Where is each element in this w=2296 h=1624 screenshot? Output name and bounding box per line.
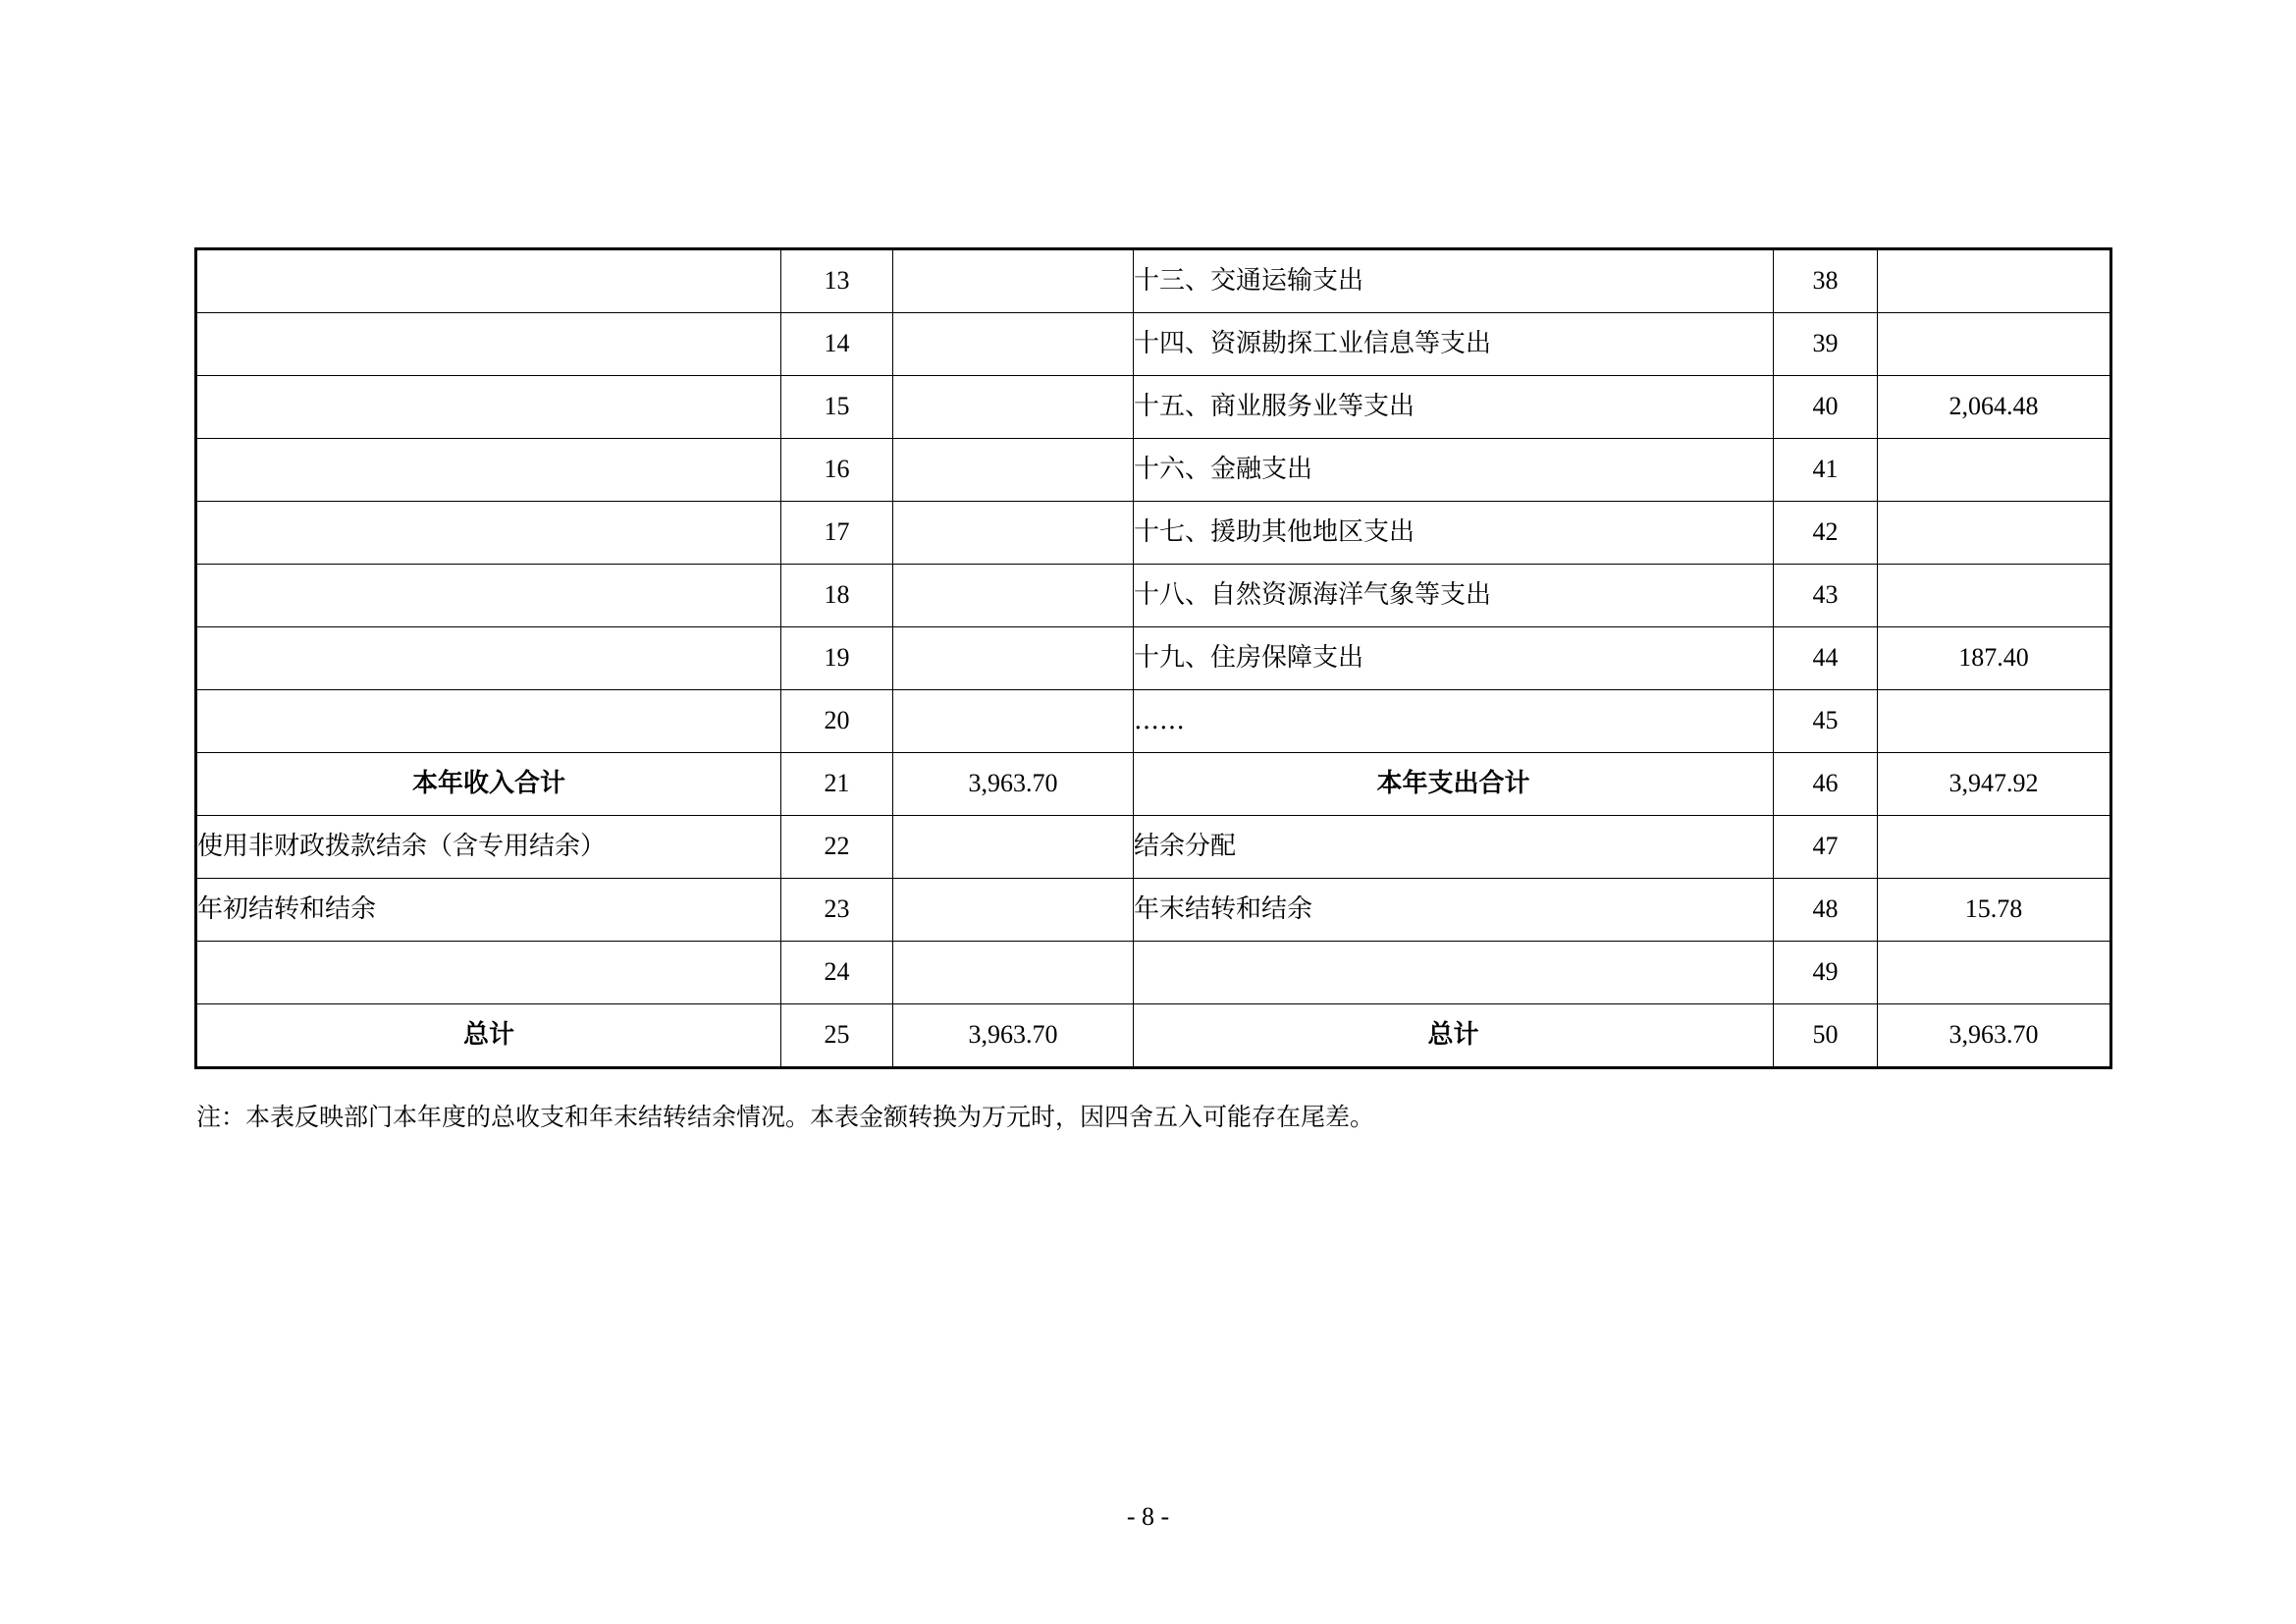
expense-line-number: 39 <box>1774 313 1878 376</box>
income-item <box>196 439 781 502</box>
expense-amount <box>1878 942 2111 1004</box>
table-row <box>196 942 2111 1004</box>
table-row <box>196 313 2111 376</box>
expense-item <box>1134 942 1774 1004</box>
income-amount: 3,963.70 <box>893 753 1134 816</box>
page-number: - 8 - <box>1126 1502 1170 1531</box>
income-expense-table <box>194 247 2112 1069</box>
table-row <box>196 816 2111 879</box>
expense-line-number: 42 <box>1774 502 1878 565</box>
table-row <box>196 879 2111 942</box>
income-line-number: 23 <box>781 879 893 942</box>
income-line-number: 17 <box>781 502 893 565</box>
expense-total-label: 总计 <box>1134 1004 1774 1068</box>
expense-item: 十八、自然资源海洋气象等支出 <box>1134 565 1774 627</box>
table-row <box>196 376 2111 439</box>
income-amount <box>893 376 1134 439</box>
expense-amount <box>1878 313 2111 376</box>
expense-line-number: 44 <box>1774 627 1878 690</box>
income-item <box>196 565 781 627</box>
income-line-number: 25 <box>781 1004 893 1068</box>
income-line-number: 15 <box>781 376 893 439</box>
income-item <box>196 942 781 1004</box>
expense-amount: 3,947.92 <box>1878 753 2111 816</box>
table-row <box>196 1004 2111 1068</box>
income-line-number: 20 <box>781 690 893 753</box>
income-amount <box>893 816 1134 879</box>
income-amount <box>893 942 1134 1004</box>
expense-item: 十七、援助其他地区支出 <box>1134 502 1774 565</box>
income-amount <box>893 502 1134 565</box>
expense-item: …… <box>1134 690 1774 753</box>
income-line-number: 13 <box>781 249 893 313</box>
income-line-number: 18 <box>781 565 893 627</box>
income-item <box>196 502 781 565</box>
income-line-number: 21 <box>781 753 893 816</box>
table-row <box>196 627 2111 690</box>
expense-line-number: 41 <box>1774 439 1878 502</box>
expense-amount <box>1878 690 2111 753</box>
income-total-label: 总计 <box>196 1004 781 1068</box>
expense-item: 十九、住房保障支出 <box>1134 627 1774 690</box>
expense-line-number: 40 <box>1774 376 1878 439</box>
expense-amount <box>1878 502 2111 565</box>
expense-subtotal-label: 本年支出合计 <box>1134 753 1774 816</box>
expense-amount: 15.78 <box>1878 879 2111 942</box>
budget-sheet <box>194 247 2109 1069</box>
expense-total-amount: 3,963.70 <box>1878 1004 2111 1068</box>
expense-amount: 2,064.48 <box>1878 376 2111 439</box>
expense-line-number: 46 <box>1774 753 1878 816</box>
expense-item: 十六、金融支出 <box>1134 439 1774 502</box>
expense-line-number: 43 <box>1774 565 1878 627</box>
income-item <box>196 313 781 376</box>
expense-amount <box>1878 249 2111 313</box>
expense-line-number: 45 <box>1774 690 1878 753</box>
income-item: 使用非财政拨款结余（含专用结余） <box>196 816 781 879</box>
expense-item: 十三、交通运输支出 <box>1134 249 1774 313</box>
income-amount <box>893 690 1134 753</box>
income-amount <box>893 439 1134 502</box>
expense-line-number: 47 <box>1774 816 1878 879</box>
expense-item: 十五、商业服务业等支出 <box>1134 376 1774 439</box>
expense-item: 结余分配 <box>1134 816 1774 879</box>
expense-amount <box>1878 565 2111 627</box>
expense-line-number: 49 <box>1774 942 1878 1004</box>
income-line-number: 16 <box>781 439 893 502</box>
income-item <box>196 249 781 313</box>
income-item <box>196 690 781 753</box>
expense-line-number: 38 <box>1774 249 1878 313</box>
income-line-number: 24 <box>781 942 893 1004</box>
table-row <box>196 502 2111 565</box>
expense-item: 十四、资源勘探工业信息等支出 <box>1134 313 1774 376</box>
income-item: 年初结转和结余 <box>196 879 781 942</box>
income-item <box>196 627 781 690</box>
income-amount <box>893 879 1134 942</box>
expense-amount: 187.40 <box>1878 627 2111 690</box>
expense-item: 年末结转和结余 <box>1134 879 1774 942</box>
table-row <box>196 690 2111 753</box>
expense-amount <box>1878 439 2111 502</box>
income-subtotal-label: 本年收入合计 <box>196 753 781 816</box>
table-row <box>196 565 2111 627</box>
income-line-number: 22 <box>781 816 893 879</box>
table-row <box>196 753 2111 816</box>
income-line-number: 14 <box>781 313 893 376</box>
income-total-amount: 3,963.70 <box>893 1004 1134 1068</box>
table-footnote: 注：本表反映部门本年度的总收支和年末结转结余情况。本表金额转换为万元时，因四舍五入可能存在尾差。 <box>196 1103 1375 1131</box>
income-amount <box>893 249 1134 313</box>
expense-line-number: 50 <box>1774 1004 1878 1068</box>
table-row <box>196 249 2111 313</box>
expense-amount <box>1878 816 2111 879</box>
expense-line-number: 48 <box>1774 879 1878 942</box>
table-row <box>196 439 2111 502</box>
income-item <box>196 376 781 439</box>
income-line-number: 19 <box>781 627 893 690</box>
income-amount <box>893 627 1134 690</box>
income-amount <box>893 313 1134 376</box>
income-amount <box>893 565 1134 627</box>
